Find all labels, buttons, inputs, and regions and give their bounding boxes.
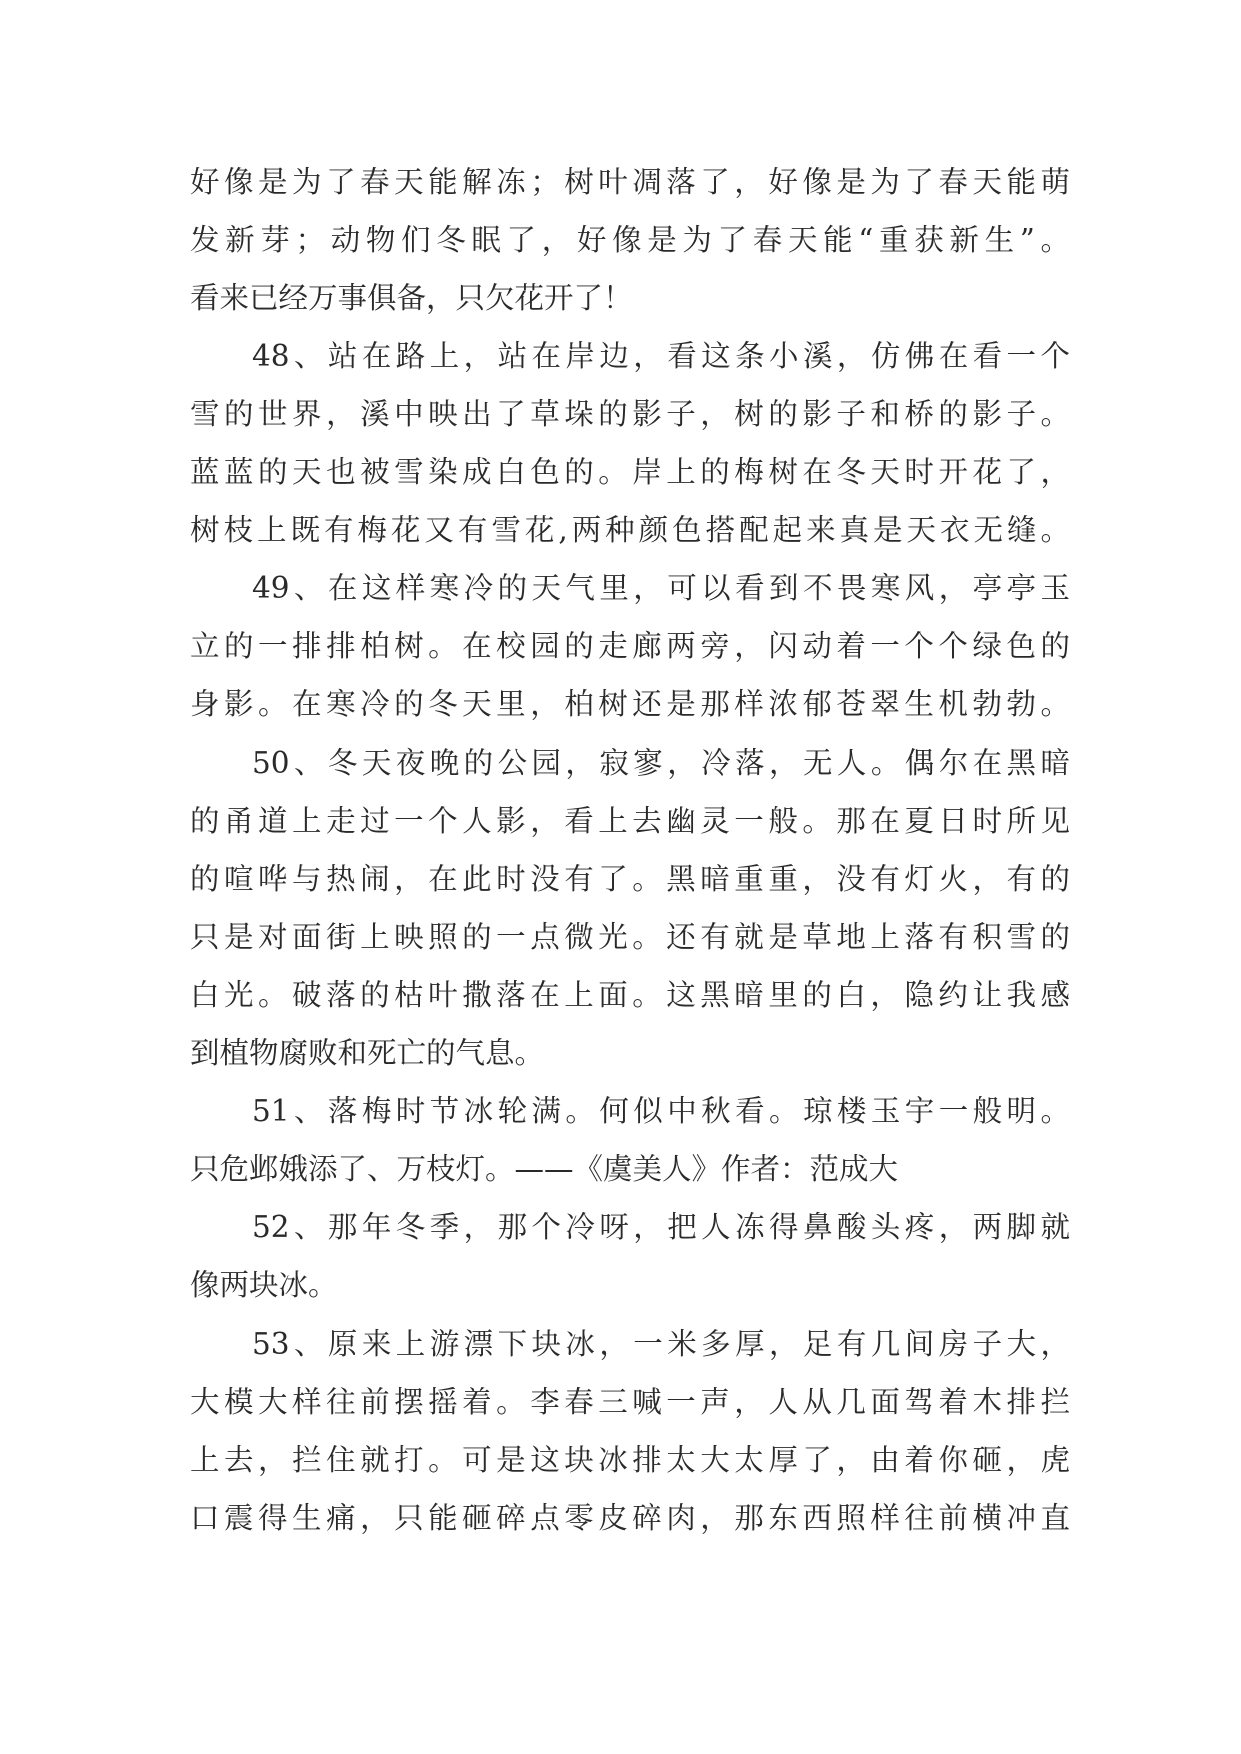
text-line: 立的一排排柏树。在校园的走廊两旁，闪动着一个个绿色的 [190, 629, 1070, 663]
text-line: 蓝蓝的天也被雪染成白色的。岸上的梅树在冬天时开花了， [190, 455, 1070, 489]
text-line: 的甬道上走过一个人影，看上去幽灵一般。那在夏日时所见 [190, 804, 1070, 838]
paragraph-start-51: 51、落梅时节冰轮满。何似中秋看。琼楼玉宇一般明。 [252, 1094, 1070, 1128]
text-line: 好像是为了春天能解冻；树叶凋落了，好像是为了春天能萌 [190, 165, 1070, 199]
paragraph-start-52: 52、那年冬季，那个冷呀，把人冻得鼻酸头疼，两脚就 [252, 1210, 1070, 1244]
text-line: 树枝上既有梅花又有雪花,两种颜色搭配起来真是天衣无缝。 [190, 513, 1070, 547]
text-line: 像两块冰。 [190, 1268, 338, 1302]
text-line: 到植物腐败和死亡的气息。 [190, 1036, 545, 1070]
text-line: 发新芽；动物们冬眠了，好像是为了春天能“重获新生”。 [190, 223, 1070, 257]
paragraph-start-53: 53、原来上游漂下块冰，一米多厚，足有几间房子大， [252, 1327, 1070, 1361]
text-line: 大模大样往前摆摇着。李春三喊一声，人从几面驾着木排拦 [190, 1385, 1070, 1419]
paragraph-start-48: 48、站在路上，站在岸边，看这条小溪，仿佛在看一个 [252, 339, 1070, 373]
text-line: 只危邺娥添了、万枝灯。——《虞美人》作者：范成大 [190, 1152, 899, 1186]
text-line: 看来已经万事俱备，只欠花开了！ [190, 281, 633, 315]
paragraph-start-50: 50、冬天夜晚的公园，寂寥，冷落，无人。偶尔在黑暗 [252, 746, 1070, 780]
text-line: 上去，拦住就打。可是这块冰排太大太厚了，由着你砸，虎 [190, 1443, 1070, 1477]
text-line: 的喧哗与热闹，在此时没有了。黑暗重重，没有灯火，有的 [190, 862, 1070, 896]
text-line: 雪的世界，溪中映出了草垛的影子，树的影子和桥的影子。 [190, 397, 1070, 431]
text-line: 只是对面街上映照的一点微光。还有就是草地上落有积雪的 [190, 920, 1070, 954]
paragraph-start-49: 49、在这样寒冷的天气里，可以看到不畏寒风，亭亭玉 [252, 571, 1070, 605]
text-line: 身影。在寒冷的冬天里，柏树还是那样浓郁苍翠生机勃勃。 [190, 687, 1070, 721]
text-line: 口震得生痛，只能砸碎点零皮碎肉，那东西照样往前横冲直 [190, 1501, 1070, 1535]
text-line: 白光。破落的枯叶撒落在上面。这黑暗里的白，隐约让我感 [190, 978, 1070, 1012]
